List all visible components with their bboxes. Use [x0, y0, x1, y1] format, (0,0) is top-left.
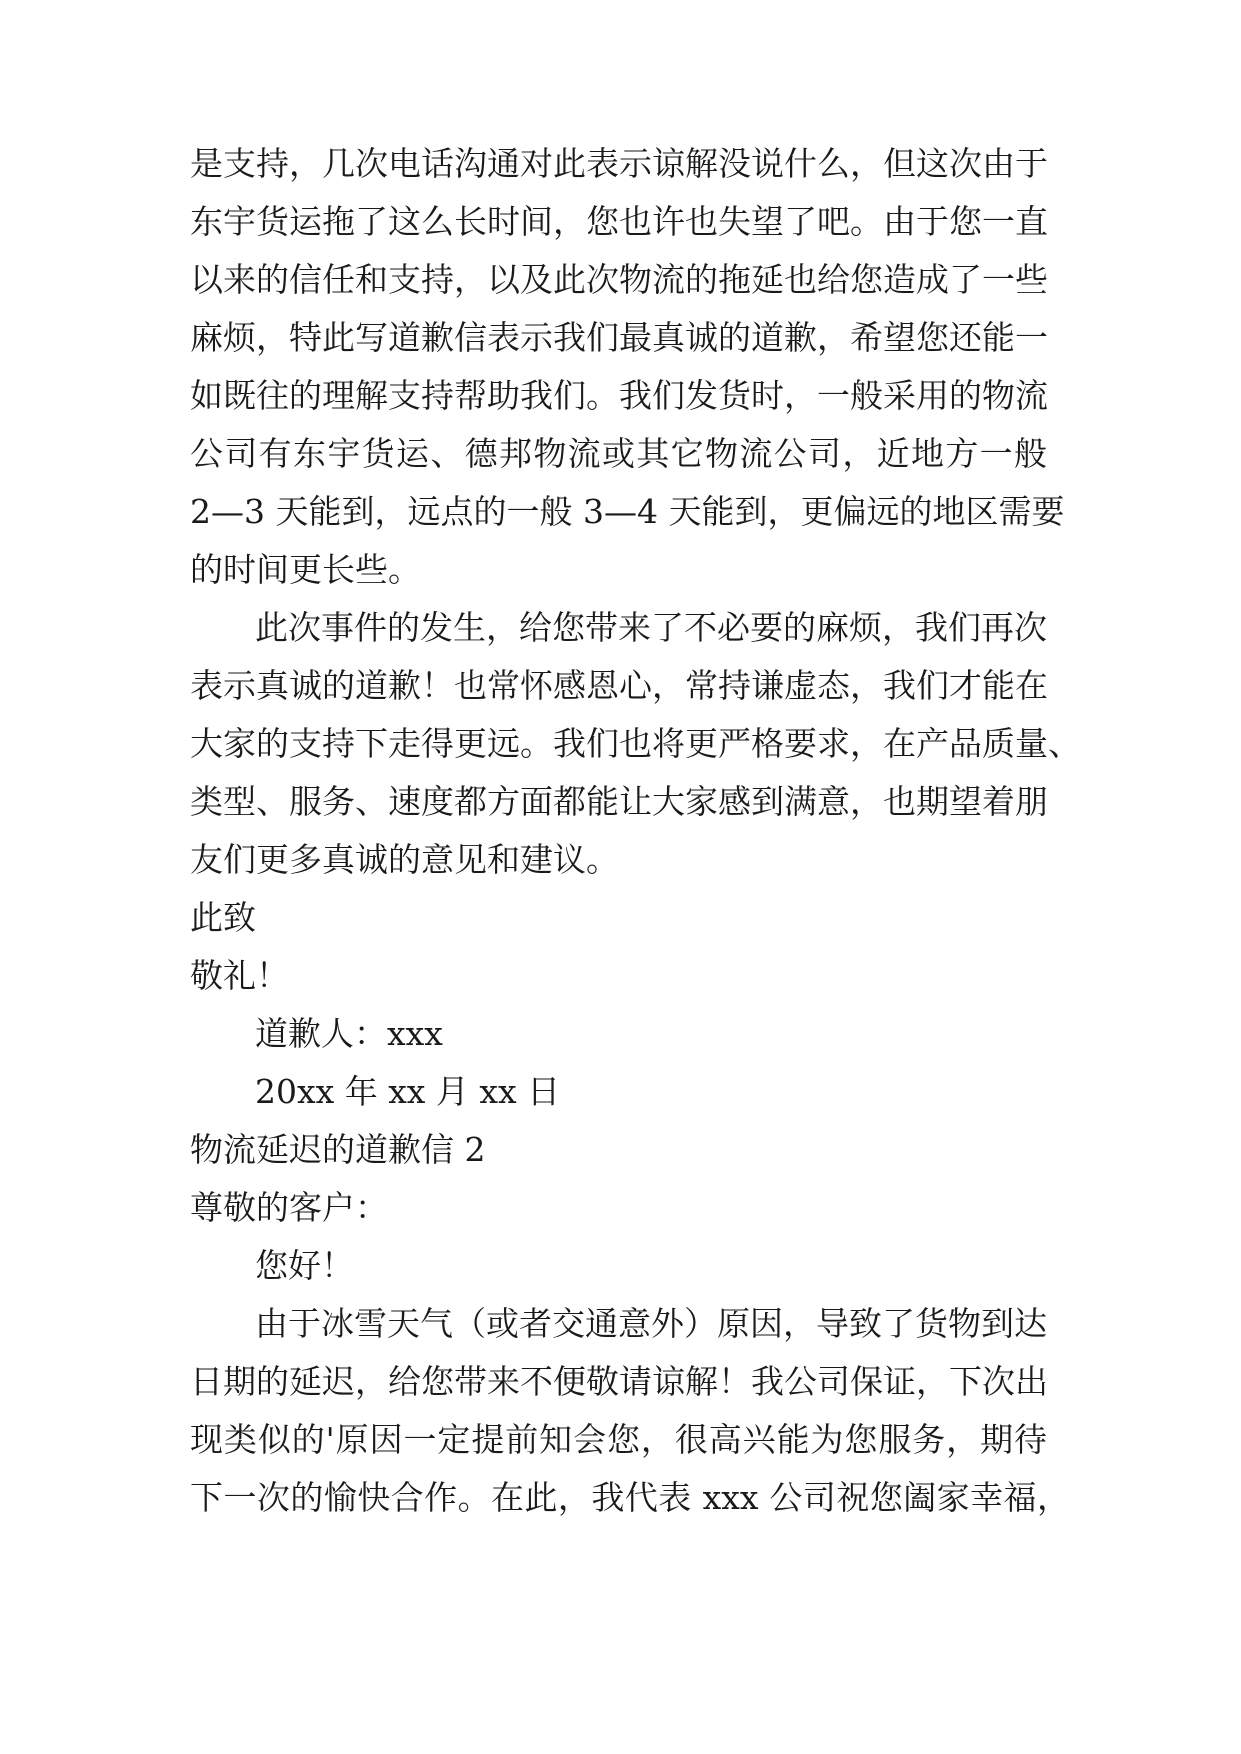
letter-hello: 您好！ [255, 1246, 354, 1285]
signature-date: 20xx 年 xx 月 xx 日 [255, 1072, 561, 1111]
paragraph-line: 表示真诚的道歉！也常怀感恩心，常持谦虚态，我们才能在 [190, 666, 1048, 705]
paragraph-line: 下一次的愉快合作。在此，我代表 xxx 公司祝您阖家幸福， [190, 1478, 1070, 1517]
paragraph-line: 的时间更长些。 [190, 550, 421, 589]
closing-regards: 敬礼！ [190, 956, 289, 995]
paragraph-line: 现类似的'原因一定提前知会您，很高兴能为您服务，期待 [190, 1420, 1047, 1459]
paragraph-line: 东宇货运拖了这么长时间，您也许也失望了吧。由于您一直 [190, 202, 1048, 241]
paragraph-line: 是支持，几次电话沟通对此表示谅解没说什么，但这次由于 [190, 144, 1048, 183]
letter-title: 物流延迟的道歉信 2 [190, 1130, 486, 1169]
paragraph-line: 友们更多真诚的意见和建议。 [190, 840, 619, 879]
letter-greeting: 尊敬的客户： [190, 1188, 388, 1227]
closing-salutation: 此致 [190, 898, 256, 937]
signature-name: 道歉人：xxx [255, 1014, 443, 1053]
paragraph-line: 日期的延迟，给您带来不便敬请谅解！我公司保证，下次出 [190, 1362, 1048, 1401]
paragraph-line: 公司有东宇货运、德邦物流或其它物流公司，近地方一般 [190, 434, 1047, 473]
paragraph-line: 以来的信任和支持，以及此次物流的拖延也给您造成了一些 [190, 260, 1048, 299]
paragraph-line: 大家的支持下走得更远。我们也将更严格要求，在产品质量、 [190, 724, 1081, 763]
paragraph-line: 如既往的理解支持帮助我们。我们发货时，一般采用的物流 [190, 376, 1048, 415]
paragraph-line: 2—3 天能到，远点的一般 3—4 天能到，更偏远的地区需要 [190, 492, 1065, 531]
paragraph-line: 麻烦，特此写道歉信表示我们最真诚的道歉，希望您还能一 [190, 318, 1048, 357]
paragraph-line: 类型、服务、速度都方面都能让大家感到满意，也期望着朋 [190, 782, 1048, 821]
paragraph-line: 由于冰雪天气（或者交通意外）原因，导致了货物到达 [255, 1304, 1047, 1343]
paragraph-line: 此次事件的发生，给您带来了不必要的麻烦，我们再次 [255, 608, 1047, 647]
